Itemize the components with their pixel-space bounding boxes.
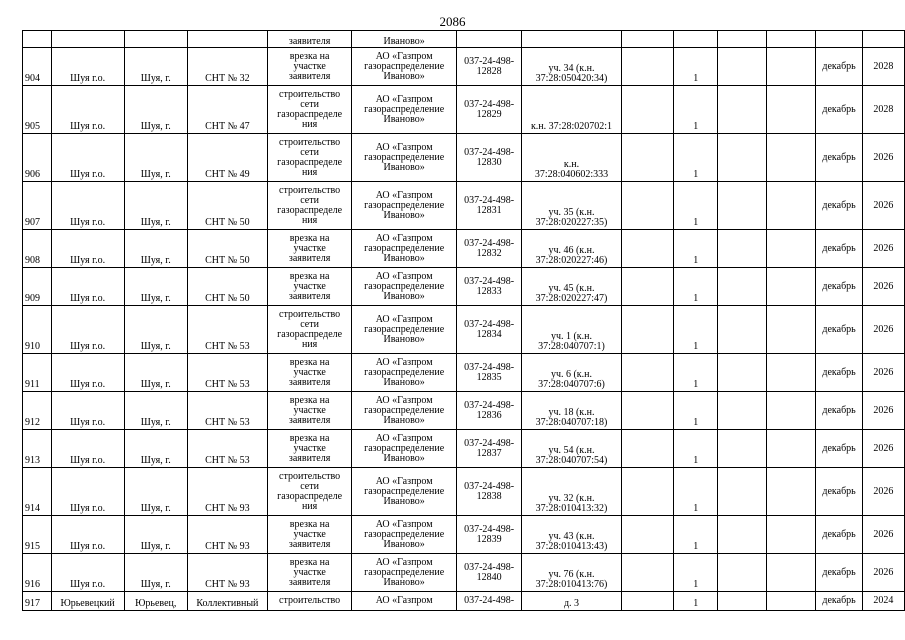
cell-location: СНТ № 53: [187, 430, 267, 468]
cell-empty: [621, 268, 673, 306]
cell-empty: [718, 592, 767, 611]
cell-parcel: уч. 43 (к.н. 37:28:010413:43): [522, 516, 622, 554]
cell-organization: АО «Газпром газораспределение Иваново»: [352, 430, 457, 468]
cell-empty: [621, 86, 673, 134]
table-row-continued: [23, 31, 905, 48]
cell-month: декабрь: [816, 182, 863, 230]
cell-empty: [718, 230, 767, 268]
table-row: [23, 592, 905, 611]
cell-empty: [621, 468, 673, 516]
cell-empty: [51, 31, 124, 48]
cell-empty: [522, 31, 622, 48]
cell-empty: [766, 134, 815, 182]
cell-location: СНТ № 93: [187, 554, 267, 592]
table-body: [23, 31, 905, 611]
cell-month: декабрь: [816, 268, 863, 306]
cell-parcel: уч. 1 (к.н. 37:28:040707:1): [522, 306, 622, 354]
cell-work-type: строительство сети газораспределе ния: [268, 182, 352, 230]
cell-location: СНТ № 93: [187, 468, 267, 516]
cell-location: СНТ № 53: [187, 392, 267, 430]
cell-parcel: уч. 6 (к.н. 37:28:040707:6): [522, 354, 622, 392]
table-row: [23, 516, 905, 554]
cell-month: декабрь: [816, 306, 863, 354]
cell-district: Юрьевецкий: [51, 592, 124, 611]
cell-empty: [621, 392, 673, 430]
cell-count: 1: [674, 268, 718, 306]
cell-empty: [718, 182, 767, 230]
cell-empty: [621, 182, 673, 230]
cell-location: СНТ № 49: [187, 134, 267, 182]
cell-empty: [718, 554, 767, 592]
cell-empty: [766, 392, 815, 430]
cell-row-number: 907: [23, 182, 52, 230]
cell-count: 1: [674, 230, 718, 268]
cell-year: 2026: [862, 306, 904, 354]
cell-code: 037-24-498- 12833: [457, 268, 522, 306]
table-row: [23, 230, 905, 268]
table-row: [23, 48, 905, 86]
cell-organization: АО «Газпром: [352, 592, 457, 611]
cell-year: 2028: [862, 86, 904, 134]
cell-count: 1: [674, 48, 718, 86]
cell-organization: АО «Газпром газораспределение Иваново»: [352, 182, 457, 230]
cell-count: 1: [674, 134, 718, 182]
cell-parcel: д. 3: [522, 592, 622, 611]
cell-empty: [718, 86, 767, 134]
cell-month: декабрь: [816, 230, 863, 268]
table-row: [23, 392, 905, 430]
cell-month: декабрь: [816, 392, 863, 430]
cell-district: Шуя г.о.: [51, 230, 124, 268]
cell-row-number: 910: [23, 306, 52, 354]
table-row: [23, 268, 905, 306]
cell-district: Шуя г.о.: [51, 306, 124, 354]
cell-empty: [621, 592, 673, 611]
cell-work-type: строительство сети газораспределе ния: [268, 134, 352, 182]
cell-month: декабрь: [816, 468, 863, 516]
cell-row-number: 908: [23, 230, 52, 268]
cell-empty: [766, 468, 815, 516]
cell-work-type: врезка на участке заявителя: [268, 268, 352, 306]
cell-district: Шуя г.о.: [51, 182, 124, 230]
cell-empty: [766, 182, 815, 230]
cell-count: 1: [674, 392, 718, 430]
cell-city: Шуя, г.: [124, 516, 187, 554]
cell-month: декабрь: [816, 354, 863, 392]
cell-code: 037-24-498- 12832: [457, 230, 522, 268]
cell-year: 2026: [862, 134, 904, 182]
cell-empty: [621, 134, 673, 182]
cell-empty: [766, 430, 815, 468]
cell-empty: [766, 48, 815, 86]
cell-empty: [23, 31, 52, 48]
cell-count: 1: [674, 468, 718, 516]
table-row: [23, 134, 905, 182]
cell-city: Шуя, г.: [124, 48, 187, 86]
cell-count: 1: [674, 86, 718, 134]
cell-location: СНТ № 53: [187, 354, 267, 392]
cell-empty: [718, 516, 767, 554]
cell-organization: АО «Газпром газораспределение Иваново»: [352, 306, 457, 354]
registry-table: [22, 30, 905, 611]
cell-count: 1: [674, 182, 718, 230]
cell-month: декабрь: [816, 554, 863, 592]
cell-empty: [621, 554, 673, 592]
cell-code: 037-24-498- 12835: [457, 354, 522, 392]
cell-work-type: врезка на участке заявителя: [268, 354, 352, 392]
cell-month: декабрь: [816, 430, 863, 468]
table-row: [23, 468, 905, 516]
cell-parcel: к.н. 37:28:040602:333: [522, 134, 622, 182]
cell-empty: [457, 31, 522, 48]
cell-empty: [187, 31, 267, 48]
cell-year: 2026: [862, 354, 904, 392]
cell-row-number: 916: [23, 554, 52, 592]
cell-empty: [766, 268, 815, 306]
cell-year: 2026: [862, 230, 904, 268]
cell-city: Шуя, г.: [124, 182, 187, 230]
table-row: [23, 86, 905, 134]
cell-empty: [718, 468, 767, 516]
cell-code: 037-24-498- 12839: [457, 516, 522, 554]
cell-empty: [718, 354, 767, 392]
cell-parcel: уч. 34 (к.н. 37:28:050420:34): [522, 48, 622, 86]
cell-district: Шуя г.о.: [51, 268, 124, 306]
cell-empty: [621, 430, 673, 468]
cell-organization: АО «Газпром газораспределение Иваново»: [352, 48, 457, 86]
cell-location: СНТ № 32: [187, 48, 267, 86]
cell-month: декабрь: [816, 134, 863, 182]
cell-city: Шуя, г.: [124, 86, 187, 134]
cell-code: 037-24-498- 12837: [457, 430, 522, 468]
page-number: 2086: [439, 14, 466, 29]
cell-parcel: уч. 54 (к.н. 37:28:040707:54): [522, 430, 622, 468]
cell-work-type: врезка на участке заявителя: [268, 48, 352, 86]
cell-empty: [718, 48, 767, 86]
cell-year: 2026: [862, 430, 904, 468]
cell-district: Шуя г.о.: [51, 554, 124, 592]
cell-empty: [816, 31, 863, 48]
cell-year: 2026: [862, 468, 904, 516]
table-row: [23, 182, 905, 230]
cell-empty: [766, 306, 815, 354]
cell-location: СНТ № 50: [187, 268, 267, 306]
cell-organization: АО «Газпром газораспределение Иваново»: [352, 354, 457, 392]
cell-parcel: уч. 35 (к.н. 37:28:020227:35): [522, 182, 622, 230]
cell-empty: [766, 592, 815, 611]
cell-month: декабрь: [816, 516, 863, 554]
cell-district: Шуя г.о.: [51, 468, 124, 516]
cell-city: Шуя, г.: [124, 468, 187, 516]
cell-code: 037-24-498- 12829: [457, 86, 522, 134]
cell-code: 037-24-498- 12828: [457, 48, 522, 86]
cell-work-type: врезка на участке заявителя: [268, 230, 352, 268]
cell-work-type: врезка на участке заявителя: [268, 554, 352, 592]
cell-parcel: уч. 46 (к.н. 37:28:020227:46): [522, 230, 622, 268]
cell-work-type: врезка на участке заявителя: [268, 430, 352, 468]
cell-code: 037-24-498-: [457, 592, 522, 611]
cell-organization: АО «Газпром газораспределение Иваново»: [352, 230, 457, 268]
cell-location: Коллективный: [187, 592, 267, 611]
cell-empty: [718, 134, 767, 182]
cell-empty: [621, 516, 673, 554]
cell-work-type: заявителя: [268, 31, 352, 48]
table-row: [23, 430, 905, 468]
table-row: [23, 306, 905, 354]
cell-row-number: 913: [23, 430, 52, 468]
cell-location: СНТ № 50: [187, 182, 267, 230]
cell-district: Шуя г.о.: [51, 48, 124, 86]
cell-location: СНТ № 53: [187, 306, 267, 354]
cell-city: Шуя, г.: [124, 134, 187, 182]
cell-organization: АО «Газпром газораспределение Иваново»: [352, 134, 457, 182]
cell-code: 037-24-498- 12830: [457, 134, 522, 182]
cell-empty: [621, 306, 673, 354]
cell-organization: АО «Газпром газораспределение Иваново»: [352, 268, 457, 306]
cell-city: Шуя, г.: [124, 430, 187, 468]
cell-row-number: 917: [23, 592, 52, 611]
cell-work-type: строительство сети газораспределе ния: [268, 306, 352, 354]
cell-organization: АО «Газпром газораспределение Иваново»: [352, 468, 457, 516]
cell-row-number: 905: [23, 86, 52, 134]
cell-organization: АО «Газпром газораспределение Иваново»: [352, 516, 457, 554]
cell-empty: [766, 354, 815, 392]
cell-empty: [766, 230, 815, 268]
cell-city: Шуя, г.: [124, 392, 187, 430]
cell-parcel: уч. 18 (к.н. 37:28:040707:18): [522, 392, 622, 430]
cell-empty: [718, 392, 767, 430]
cell-row-number: 915: [23, 516, 52, 554]
cell-parcel: уч. 32 (к.н. 37:28:010413:32): [522, 468, 622, 516]
cell-city: Шуя, г.: [124, 268, 187, 306]
cell-code: 037-24-498- 12840: [457, 554, 522, 592]
cell-count: 1: [674, 516, 718, 554]
cell-month: декабрь: [816, 592, 863, 611]
cell-location: СНТ № 50: [187, 230, 267, 268]
cell-row-number: 909: [23, 268, 52, 306]
cell-organization: АО «Газпром газораспределение Иваново»: [352, 554, 457, 592]
cell-year: 2026: [862, 554, 904, 592]
cell-count: 1: [674, 354, 718, 392]
cell-location: СНТ № 93: [187, 516, 267, 554]
cell-count: 1: [674, 592, 718, 611]
table-row: [23, 354, 905, 392]
cell-work-type: строительство сети газораспределе ния: [268, 468, 352, 516]
cell-organization: АО «Газпром газораспределение Иваново»: [352, 86, 457, 134]
cell-code: 037-24-498- 12831: [457, 182, 522, 230]
cell-year: 2028: [862, 48, 904, 86]
cell-work-type: строительство сети газораспределе ния: [268, 86, 352, 134]
table-row: [23, 554, 905, 592]
cell-year: 2026: [862, 392, 904, 430]
cell-year: 2026: [862, 516, 904, 554]
cell-organization: Иваново»: [352, 31, 457, 48]
cell-count: 1: [674, 306, 718, 354]
cell-district: Шуя г.о.: [51, 430, 124, 468]
cell-empty: [621, 354, 673, 392]
cell-code: 037-24-498- 12836: [457, 392, 522, 430]
cell-empty: [766, 86, 815, 134]
cell-city: Шуя, г.: [124, 230, 187, 268]
cell-month: декабрь: [816, 48, 863, 86]
cell-row-number: 906: [23, 134, 52, 182]
cell-district: Шуя г.о.: [51, 354, 124, 392]
cell-month: декабрь: [816, 86, 863, 134]
cell-year: 2026: [862, 268, 904, 306]
cell-empty: [766, 516, 815, 554]
cell-district: Шуя г.о.: [51, 516, 124, 554]
cell-code: 037-24-498- 12838: [457, 468, 522, 516]
cell-empty: [718, 430, 767, 468]
cell-empty: [124, 31, 187, 48]
cell-city: Шуя, г.: [124, 354, 187, 392]
cell-district: Шуя г.о.: [51, 392, 124, 430]
cell-empty: [718, 268, 767, 306]
cell-location: СНТ № 47: [187, 86, 267, 134]
cell-empty: [621, 230, 673, 268]
cell-empty: [674, 31, 718, 48]
cell-empty: [621, 31, 673, 48]
cell-empty: [766, 554, 815, 592]
cell-work-type: строительство: [268, 592, 352, 611]
cell-empty: [718, 306, 767, 354]
cell-row-number: 904: [23, 48, 52, 86]
cell-count: 1: [674, 430, 718, 468]
cell-work-type: врезка на участке заявителя: [268, 392, 352, 430]
cell-empty: [862, 31, 904, 48]
cell-city: Шуя, г.: [124, 554, 187, 592]
cell-empty: [718, 31, 767, 48]
cell-city: Шуя, г.: [124, 306, 187, 354]
cell-district: Шуя г.о.: [51, 86, 124, 134]
cell-parcel: уч. 45 (к.н. 37:28:020227:47): [522, 268, 622, 306]
cell-parcel: к.н. 37:28:020702:1: [522, 86, 622, 134]
cell-row-number: 914: [23, 468, 52, 516]
cell-parcel: уч. 76 (к.н. 37:28:010413:76): [522, 554, 622, 592]
cell-city: Юрьевец,: [124, 592, 187, 611]
cell-row-number: 912: [23, 392, 52, 430]
cell-code: 037-24-498- 12834: [457, 306, 522, 354]
cell-year: 2024: [862, 592, 904, 611]
cell-empty: [766, 31, 815, 48]
cell-district: Шуя г.о.: [51, 134, 124, 182]
cell-empty: [621, 48, 673, 86]
cell-row-number: 911: [23, 354, 52, 392]
cell-count: 1: [674, 554, 718, 592]
cell-organization: АО «Газпром газораспределение Иваново»: [352, 392, 457, 430]
cell-work-type: врезка на участке заявителя: [268, 516, 352, 554]
cell-year: 2026: [862, 182, 904, 230]
